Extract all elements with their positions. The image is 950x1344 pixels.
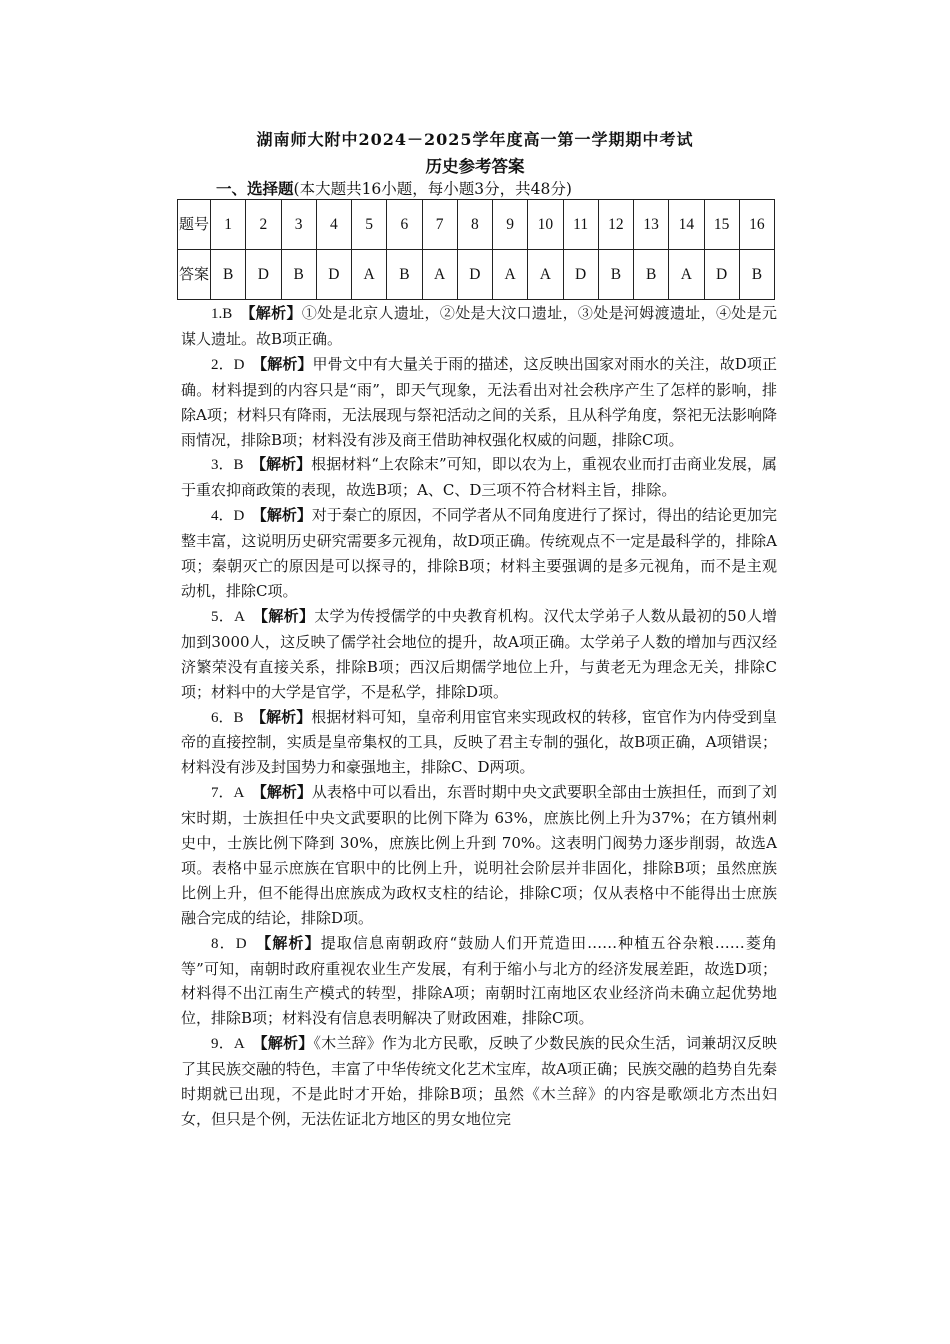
explanation-paragraph bbox=[181, 352, 777, 453]
explanation-head: 1.B bbox=[211, 306, 233, 322]
question-number: 12 bbox=[598, 200, 633, 250]
analysis-tag: 【解析】 bbox=[259, 783, 312, 802]
analysis-tag: 【解析】 bbox=[260, 606, 315, 625]
answer-cell: B bbox=[211, 250, 246, 300]
question-number: 5 bbox=[352, 200, 387, 250]
explanation-head: 9．A bbox=[211, 1036, 245, 1053]
explanation-text: 提取信息南朝政府“鼓励人们开荒造田……种植五谷杂粮……菱角等”可知，南朝时政府重视农业生产发展，有利于缩小与北方的经济发展差距，故选D项；材料得不出江南生产模式的转型，排除A项；南朝时江南地区农业经济尚未确立起优势地位，排除B项；材料没有信息表明解决了财政困难，排除C项。 bbox=[181, 933, 777, 1028]
explanation-text: 对于秦亡的原因，不同学者从不同角度进行了探讨，得出的结论更加完整丰富，这说明历史研究需要多元视角，故D项正确。传统观点不一定是最科学的，排除A项；秦朝灭亡的原因是可以探寻的，排除B项；材料主要强调的是多元视角，而不是主观动机，排除C项。 bbox=[181, 506, 777, 600]
answer-cell: A bbox=[528, 250, 563, 300]
analysis-tag: 【解析】 bbox=[258, 455, 312, 474]
explanation-head: 4．D bbox=[211, 508, 245, 525]
explanation-head: 6．B bbox=[211, 709, 244, 726]
section-label: 一、选择题 bbox=[216, 179, 294, 198]
answer-cell: B bbox=[598, 250, 633, 300]
answer-cell: B bbox=[281, 250, 316, 300]
explanation-paragraph bbox=[181, 604, 777, 705]
explanation-text: 根据材料“上农除末”可知，即以农为上，重视农业而打击商业发展，属于重农抑商政策的表现，故选B项；A、C、D三项不符合材料主旨，排除。 bbox=[181, 455, 777, 500]
explanation-paragraph bbox=[181, 1031, 777, 1132]
analysis-tag: 【解析】 bbox=[263, 933, 321, 952]
question-number: 13 bbox=[634, 200, 669, 250]
question-number: 7 bbox=[422, 200, 457, 250]
answer-cell: D bbox=[704, 250, 739, 300]
document-title: 湖南师大附中2024－2025学年度高一第一学期期中考试 bbox=[256, 130, 694, 149]
analysis-tag: 【解析】 bbox=[259, 354, 313, 373]
question-number: 15 bbox=[704, 200, 739, 250]
explanation-text: 太学为传授儒学的中央教育机构。汉代太学弟子人数从最初的50人增加到3000人，这反映了儒学社会地位的提升，故A项正确。太学弟子人数的增加与西汉经济繁荣没有直接关系，排除B项；西汉后期儒学地位上升，与黄老无为理念无关，排除C项；材料中的大学是官学，不是私学，排除D项。 bbox=[181, 606, 777, 701]
question-number: 8 bbox=[457, 200, 492, 250]
answer-cell: A bbox=[352, 250, 387, 300]
answer-cell: B bbox=[634, 250, 669, 300]
explanation-head: 5．A bbox=[211, 608, 245, 625]
question-number-header: 题号 bbox=[178, 200, 211, 250]
analysis-tag: 【解析】 bbox=[259, 506, 312, 525]
explanation-text: 甲骨文中有大量关于雨的描述，这反映出国家对雨水的关注，故D项正确。材料提到的内容只是“雨”，即天气现象，无法看出对社会秩序产生了怎样的影响，排除A项；材料只有降雨，无法展现与祭祀活动之间的关系，且从科学角度，祭祀无法影响降雨情况，排除B项；材料没有涉及商王借助神权强化权威的问题，排除C项。 bbox=[181, 354, 777, 449]
answer-cell: D bbox=[246, 250, 281, 300]
explanation-text: ①处是北京人遗址，②处是大汶口遗址，③处是河姆渡遗址，④处是元谋人遗址。故B项正确。 bbox=[181, 304, 777, 348]
explanation-paragraph bbox=[181, 301, 777, 352]
question-number: 3 bbox=[281, 200, 316, 250]
question-number: 2 bbox=[246, 200, 281, 250]
answer-cell: A bbox=[669, 250, 704, 300]
question-number: 6 bbox=[387, 200, 422, 250]
explanation-paragraph bbox=[181, 452, 777, 503]
question-number: 9 bbox=[493, 200, 528, 250]
answer-header: 答案 bbox=[178, 250, 211, 300]
explanation-paragraph bbox=[181, 503, 777, 604]
explanation-text: 《木兰辞》作为北方民歌，反映了少数民族的民众生活，词兼胡汉反映了其民族交融的特色，丰富了中华传统文化艺术宝库，故A项正确；民族交融的趋势自先秦时期就已出现，不是此时才开始，排除B项；虽然《木兰辞》的内容是歌颂北方杰出妇女，但只是个例，无法佐证北方地区的男女地位完 bbox=[181, 1034, 777, 1128]
question-number: 11 bbox=[563, 200, 598, 250]
explanation-text: 根据材料可知，皇帝利用宦官来实现政权的转移，宦官作为内侍受到皇帝的直接控制，实质是皇帝集权的工具，反映了君主专制的强化，故B项正确，A项错误；材料没有涉及封国势力和豪强地主，排除C、D两项。 bbox=[181, 707, 777, 777]
section-heading bbox=[216, 177, 572, 199]
answer-cell: D bbox=[457, 250, 492, 300]
explanation-paragraph bbox=[181, 705, 777, 781]
explanation-head: 8．D bbox=[211, 935, 247, 952]
answer-table bbox=[177, 199, 775, 300]
question-number: 4 bbox=[316, 200, 351, 250]
explanation-text: 从表格中可以看出，东晋时期中央文武要职全部由士族担任，而到了刘宋时期，士族担任中央文武要职的比例下降为 63%，庶族比例上升为37%；在方镇州刺史中，士族比例下降到 30%，庶族比例上升到 70%。这表明门阀势力逐步削弱，故选A项。表格中显示庶族在官职中的比例上升，说明社会阶层并非固化，排除B项；虽然庶族比例上升，但不能得出庶族成为政权支柱的结论，排除C项；仅从表格中不能得出士庶族融合完成的结论，排除D项。 bbox=[181, 783, 777, 927]
question-number: 16 bbox=[739, 200, 774, 250]
explanation-head: 7．A bbox=[211, 785, 245, 802]
question-number-row bbox=[178, 200, 775, 250]
analysis-tag: 【解析】 bbox=[260, 1034, 314, 1053]
question-number: 10 bbox=[528, 200, 563, 250]
answer-cell: A bbox=[422, 250, 457, 300]
answer-row bbox=[178, 250, 775, 300]
answer-cell: B bbox=[739, 250, 774, 300]
question-number: 1 bbox=[211, 200, 246, 250]
question-number: 14 bbox=[669, 200, 704, 250]
explanation-head: 2．D bbox=[211, 356, 245, 373]
answer-cell: D bbox=[316, 250, 351, 300]
explanation-paragraph bbox=[181, 780, 777, 930]
answer-cell: A bbox=[493, 250, 528, 300]
explanations bbox=[181, 301, 777, 1132]
analysis-tag: 【解析】 bbox=[247, 304, 302, 322]
analysis-tag: 【解析】 bbox=[258, 707, 312, 726]
answer-cell: D bbox=[563, 250, 598, 300]
document-subtitle: 历史参考答案 bbox=[425, 157, 525, 176]
explanation-paragraph bbox=[181, 931, 777, 1032]
answer-cell: B bbox=[387, 250, 422, 300]
explanation-head: 3．B bbox=[211, 457, 244, 474]
section-note: (本大题共16小题，每小题3分，共48分) bbox=[293, 180, 572, 198]
